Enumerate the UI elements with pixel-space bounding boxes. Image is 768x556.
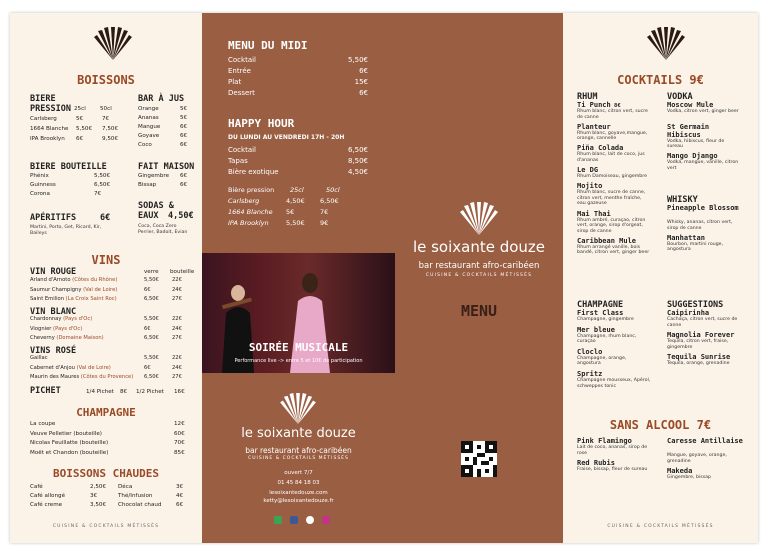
soiree-musicale-desc: Performance live -> entre 5 et 10€ de participation [234, 358, 363, 364]
item-row [30, 287, 117, 293]
item-price: 6,50€ [347, 146, 368, 154]
cocktail-name: Magnolia Forever [667, 331, 735, 340]
item-name: Gaillac [30, 355, 48, 361]
suggestions-title: SUGGESTIONS [667, 300, 724, 310]
col-50cl: 50cl [100, 106, 112, 112]
item-price-large: 22€ [172, 355, 182, 361]
pichet-demi-price: 16€ [174, 389, 185, 395]
tagline-footer-right: CUISINE & COCKTAILS MÉTISSÉS [607, 524, 714, 529]
item-row [30, 296, 117, 302]
item-price: 60€ [174, 430, 185, 437]
col-25cl: 25cl [74, 106, 86, 112]
item-price: 6,50€ [94, 182, 111, 188]
aperitifs-desc: Martini, Porto, Get, Ricard, Kir, Baileys [30, 225, 102, 236]
item-price: 5€ [180, 115, 188, 121]
aperitifs-price: 6€ [100, 213, 111, 223]
item-price-small: 6,50€ [144, 335, 159, 341]
pression-title: Bière pression [228, 186, 275, 194]
item-name: Goyave [138, 133, 160, 139]
item-price: 12€ [174, 421, 185, 427]
cocktail-desc: Bourbon, martini rouge, angostura [667, 241, 724, 253]
cocktail-desc: Rhum blanc, lait de coco, jus d'ananas [577, 152, 645, 163]
cocktail-name: Pineapple Blossom [667, 204, 739, 212]
cocktail-name: First Class [577, 309, 624, 317]
item-price: 6€ [180, 124, 188, 130]
instagram-icon[interactable] [322, 516, 330, 524]
item-name: Saumur Champigny [30, 286, 82, 293]
section-title-sans-alcool [563, 418, 758, 432]
cocktail-desc: Tequila, citron vert, fraise, gingembre [667, 339, 729, 350]
item-price-small: 5€ [286, 208, 295, 216]
cocktail-desc: Gingembre, bissap [667, 475, 712, 481]
item-name: Nicolas Feuillatte (bouteille) [30, 440, 109, 446]
item-origin: (Côtes du Rhône) [70, 277, 118, 283]
whisky-title: WHISKY [667, 195, 698, 205]
item-row [30, 316, 92, 322]
item-name: Viognier [30, 325, 52, 332]
cocktail-name: Spritz [577, 370, 603, 378]
cocktail-desc: Whisky, ananas, citron vert, sirop de canne [667, 220, 733, 231]
cocktail-desc: Rhum ambré, curaçao, citron vert, orange, sirop d'orgeat, sirop de canne [577, 217, 646, 234]
item-name: Café [30, 484, 43, 490]
item-price-small: 5,50€ [286, 219, 305, 227]
section-title-boissons-chaudes: BOISSONS CHAUDES [53, 467, 159, 480]
item-price: 6€ [180, 173, 188, 179]
cocktail-price: 8€ [610, 103, 621, 109]
item-price-large: 7€ [102, 116, 110, 122]
item-name: Guinness [30, 182, 56, 188]
item-price: 5€ [180, 106, 188, 112]
brand-tagline: CUISINE & COCKTAILS MÉTISSÉS [425, 273, 533, 278]
cocktail-name: Caresse Antillaise [667, 437, 743, 445]
cocktail-desc: Rhum blanc, goyave,mangue, orange, cannelle [577, 130, 648, 142]
item-price-small: 5,50€ [144, 355, 159, 361]
item-price-small: 5,50€ [76, 126, 93, 132]
brand-name: le soixante douze [412, 238, 546, 256]
item-price-small: 6,50€ [144, 296, 159, 302]
menu-label: MENU [460, 302, 498, 320]
item-name: Carlsberg [30, 116, 57, 122]
item-name: Coco [138, 142, 152, 148]
col-verre: verre [144, 269, 159, 275]
item-price: 6€ [180, 142, 188, 148]
item-name: Maurin des Maures [30, 374, 80, 380]
cocktail-name: St Germain Hibiscus [667, 122, 710, 139]
item-origin: (Val de Loire) [74, 364, 111, 371]
contact-phone: 01 45 84 18 03 [277, 480, 320, 486]
item-price-large: 24€ [172, 325, 182, 332]
item-row [30, 326, 82, 332]
cocktail-name: Tequila Sunrise [667, 353, 731, 362]
sans-alcool-title: SANS ALCOOL [609, 418, 690, 432]
item-price-large: 6,50€ [320, 197, 339, 205]
item-price-small: 5,50€ [144, 316, 159, 322]
cocktail-desc: Vodka, hibiscus, fleur de sureau [667, 138, 725, 150]
cocktail-desc: Vodka, citron vert, ginger beer [667, 109, 739, 114]
item-name: Bière exotique [228, 168, 279, 176]
item-price: 6€ [180, 133, 188, 139]
soiree-musicale-title: SOIRÉE MUSICALE [248, 341, 349, 354]
champagne-cocktails-title: CHAMPAGNE [577, 300, 624, 310]
item-name: Plat [228, 78, 242, 86]
biere-pression-title: BIERE PRESSION [30, 94, 71, 114]
panel-drinks [10, 13, 202, 543]
item-name: Chocolat chaud [118, 502, 162, 508]
fan-logo-icon [90, 27, 136, 61]
item-name: Cabernet d'Anjou [30, 364, 75, 371]
item-price-large: 27€ [172, 296, 182, 302]
aperitifs-title: APÉRITIFS [30, 213, 77, 223]
cocktail-name: Mojito [577, 182, 603, 191]
item-row [30, 335, 104, 341]
fan-logo-icon [456, 201, 502, 237]
vin-rose-title: VINS ROSÉ [30, 346, 77, 356]
cocktail-name: Mai Thai [577, 209, 611, 218]
cocktail-desc: Rhum blanc, sucre de canne, citron vert, menthe fraîche, eau gazeuse [577, 190, 646, 207]
sodas-price: 4,50€ [168, 211, 194, 221]
cocktail-name: Mer bleue [577, 325, 615, 334]
vin-blanc-title: VIN BLANC [30, 307, 77, 317]
item-name: Thé/Infusion [118, 493, 153, 499]
item-price: 3€ [176, 484, 184, 490]
item-row [30, 126, 68, 132]
item-origin: (Côtes du Provence) [79, 374, 134, 380]
item-price-large: 7€ [320, 208, 329, 216]
cocktails-price: 9€ [689, 73, 704, 87]
item-price-large: 27€ [172, 374, 182, 380]
item-name: La coupe [30, 421, 56, 427]
cocktail-desc: Rhum Damoiseau, gingembre [577, 174, 647, 180]
item-origin: (Pays d'Oc) [51, 325, 83, 332]
cocktail-desc: Champagne mousseux, Apérol, schweppes tonic [577, 378, 651, 389]
item-name: Cocktail [228, 146, 256, 154]
sans-alcool-price: 7€ [696, 418, 712, 432]
cocktail-name: Piña Colada [577, 144, 624, 153]
item-name: 1664 Blanche [228, 208, 273, 216]
item-price: 70€ [174, 440, 185, 446]
panel-cocktails [563, 13, 758, 543]
col-bouteille: bouteille [170, 269, 195, 275]
brand-tagline-small: CUISINE & COCKTAILS MÉTISSÉS [248, 456, 349, 461]
item-price: 6€ [180, 182, 188, 188]
pichet-quart-price: 8€ [120, 389, 128, 395]
rhum-title: RHUM [577, 92, 598, 102]
item-name: Cheverny [30, 335, 55, 341]
item-origin: (Domaine Maison) [54, 335, 104, 341]
musicians-illustration [202, 253, 395, 373]
biere-bouteille-title: BIERE BOUTEILLE [30, 162, 107, 172]
qr-code[interactable] [461, 441, 497, 477]
cocktail-name: Le DG [577, 166, 599, 175]
item-name: Carlsberg [228, 197, 260, 205]
item-origin: (Val de Loire) [81, 286, 118, 293]
item-price-large: 24€ [172, 286, 182, 293]
pression-col1: 25cl [290, 186, 304, 194]
fan-logo-icon [643, 27, 689, 61]
pichet-quart: 1/4 Pichet [86, 389, 114, 395]
sodas-desc: Coca, Coca Zero Perrier, Badoit, Evian [138, 224, 188, 235]
item-price-small: 6€ [144, 325, 151, 332]
item-price-small: 6,50€ [144, 374, 159, 380]
item-name: Gingembre [138, 173, 170, 179]
cocktail-desc: Tequila, orange, grenadine [667, 361, 730, 367]
section-title-boissons: BOISSONS [77, 73, 135, 87]
item-name: Mangue [138, 124, 161, 130]
fait-maison-title: FAIT MAISON [138, 162, 195, 172]
item-price-small: 6€ [76, 136, 84, 142]
item-name: Orange [138, 106, 159, 112]
item-price: 3€ [90, 493, 98, 499]
cocktail-name: Moscow Mule [667, 101, 714, 109]
cocktail-name: Ti Punch 8€ [577, 101, 621, 109]
panel-midi [202, 13, 395, 543]
item-price: 85€ [174, 449, 185, 456]
item-price: 15€ [354, 78, 368, 86]
cocktail-name: Planteur [577, 122, 611, 131]
contact-email: ketty@lesoixantedouze.fr [263, 498, 334, 504]
item-name: IPA Brooklyn [30, 136, 65, 142]
item-price: 6€ [359, 67, 368, 75]
cocktail-name: Caribbean Mule [577, 236, 637, 245]
item-price-large: 24€ [172, 364, 182, 371]
item-price-small: 5€ [76, 116, 84, 122]
brand-subtitle-small: bar restaurant afro-caribéen [245, 446, 352, 455]
happy-hour-title: HAPPY HOUR [228, 117, 295, 130]
social-icons [274, 509, 330, 528]
item-price: 3,50€ [90, 502, 107, 508]
item-price: 4€ [176, 493, 184, 499]
item-name: Chardonnay [30, 316, 62, 322]
item-price-large: 22€ [172, 316, 182, 322]
menu-sheet [10, 13, 758, 543]
pression-col2: 50cl [326, 186, 340, 194]
cocktail-desc: Cachaça, citron vert, sucre de canne [667, 317, 738, 328]
item-name: Déca [118, 484, 133, 490]
item-price: 7€ [94, 191, 102, 197]
item-row [30, 116, 57, 122]
item-price-large: 7,50€ [102, 126, 119, 132]
item-name: Saint Emilion [30, 296, 64, 302]
cocktail-name: Manhattan [667, 233, 705, 242]
cocktail-name: Red Rubis [577, 459, 615, 468]
bar-a-jus-title: BAR À JUS [138, 94, 185, 104]
item-price-small: 6€ [144, 286, 151, 293]
cocktails-title: COCKTAILS [617, 73, 683, 87]
google-icon[interactable] [306, 516, 314, 524]
item-price: 2,50€ [90, 484, 107, 490]
brand-subtitle: bar restaurant afro-caribéen [418, 261, 540, 271]
item-name: Ananas [138, 115, 159, 121]
contact-hours: ouvert 7/7 [284, 470, 313, 476]
item-name: Dessert [228, 89, 255, 97]
item-name: Entrée [228, 67, 251, 75]
item-price-large: 9€ [320, 219, 329, 227]
item-price-small: 4,50€ [286, 197, 305, 205]
item-row [30, 365, 111, 371]
facebook-icon[interactable] [290, 516, 298, 524]
item-name: Tapas [228, 157, 248, 165]
cocktail-desc: Lait de coco, ananas, sirop de rose [577, 445, 648, 456]
phone-icon[interactable] [274, 516, 282, 524]
item-name: Moët et Chandon (bouteille) [30, 449, 109, 456]
happy-hour-hours: DU LUNDI AU VENDREDI 17H - 20H [228, 134, 345, 141]
item-price-small: 6€ [144, 364, 151, 371]
item-row [30, 136, 65, 142]
item-price-large: 22€ [172, 277, 182, 283]
item-name: Phénix [30, 173, 49, 179]
cocktail-desc: Mangue, goyave, orange, grenadine [667, 453, 727, 464]
item-row [30, 277, 117, 283]
item-price: 8,50€ [347, 157, 368, 165]
item-price: 4,50€ [347, 168, 368, 176]
item-price: 5,50€ [94, 173, 111, 179]
item-price-small: 5,50€ [144, 277, 159, 283]
item-name: Café allongé [30, 493, 66, 499]
brand-name-small: le soixante douze [241, 426, 356, 441]
item-name: Cocktail [228, 56, 256, 64]
cocktail-desc: Champagne, rhum blanc, curaçao [577, 333, 637, 345]
pichet-demi: 1/2 Pichet [136, 389, 164, 395]
menu-midi-title: MENU DU MIDI [228, 39, 308, 52]
item-name: Bissap [138, 182, 157, 188]
cocktail-name: Makeda [667, 467, 693, 476]
vin-rouge-title: VIN ROUGE [30, 267, 77, 277]
item-origin: (Pays d'Oc) [61, 316, 93, 322]
cocktail-name: Cloclo [577, 347, 603, 356]
cocktail-desc: Fraise, bissap, fleur de sureau [577, 467, 648, 473]
panel-cover [395, 13, 563, 543]
cocktail-desc: Champagne, gingembre [577, 317, 634, 322]
item-origin: (La Croix Saint Roc) [64, 296, 117, 302]
item-row [30, 355, 48, 361]
section-title-vins: VINS [91, 253, 121, 267]
sodas-title: SODAS & EAUX [138, 201, 174, 221]
cocktail-desc: Vodka, mangue, vanille, citron vert [667, 160, 739, 171]
pichet-title: PICHET [30, 386, 61, 396]
cocktail-desc: Rhum blanc, citron vert, sucre de canne [577, 109, 648, 120]
item-price: 6€ [359, 89, 368, 97]
item-row [30, 374, 133, 380]
item-name: IPA Brooklyn [228, 219, 269, 227]
vodka-title: VODKA [667, 92, 693, 102]
item-name: Corona [30, 191, 50, 197]
cocktail-name: Mango Django [667, 152, 718, 161]
concert-photo [202, 253, 395, 373]
item-price-large: 9,50€ [102, 136, 119, 142]
cocktail-name: Pink Flamingo [577, 437, 632, 445]
cocktail-desc: Champagne, orange, angostura [577, 355, 627, 367]
item-name: Veuve Pelletier (bouteille) [30, 430, 102, 437]
item-price: 6€ [176, 502, 184, 508]
cocktail-desc: Rhum arrangé vanille, bois bandé, citron vert, ginger beer [577, 244, 650, 256]
section-title-cocktails [563, 73, 758, 87]
item-name: Arland d'Arnoto [30, 277, 71, 283]
fan-logo-icon [276, 393, 320, 425]
section-title-champagne: CHAMPAGNE [76, 406, 136, 419]
contact-site: lesoixantedouze.com [269, 490, 328, 496]
item-name: 1664 Blanche [30, 126, 69, 132]
cocktail-name: Caipirinha [667, 309, 710, 317]
item-price: 5,50€ [347, 56, 368, 64]
item-name: Café creme [30, 502, 63, 508]
item-price-large: 27€ [172, 335, 182, 341]
tagline-footer-left: CUISINE & COCKTAILS MÉTISSÉS [52, 524, 160, 529]
